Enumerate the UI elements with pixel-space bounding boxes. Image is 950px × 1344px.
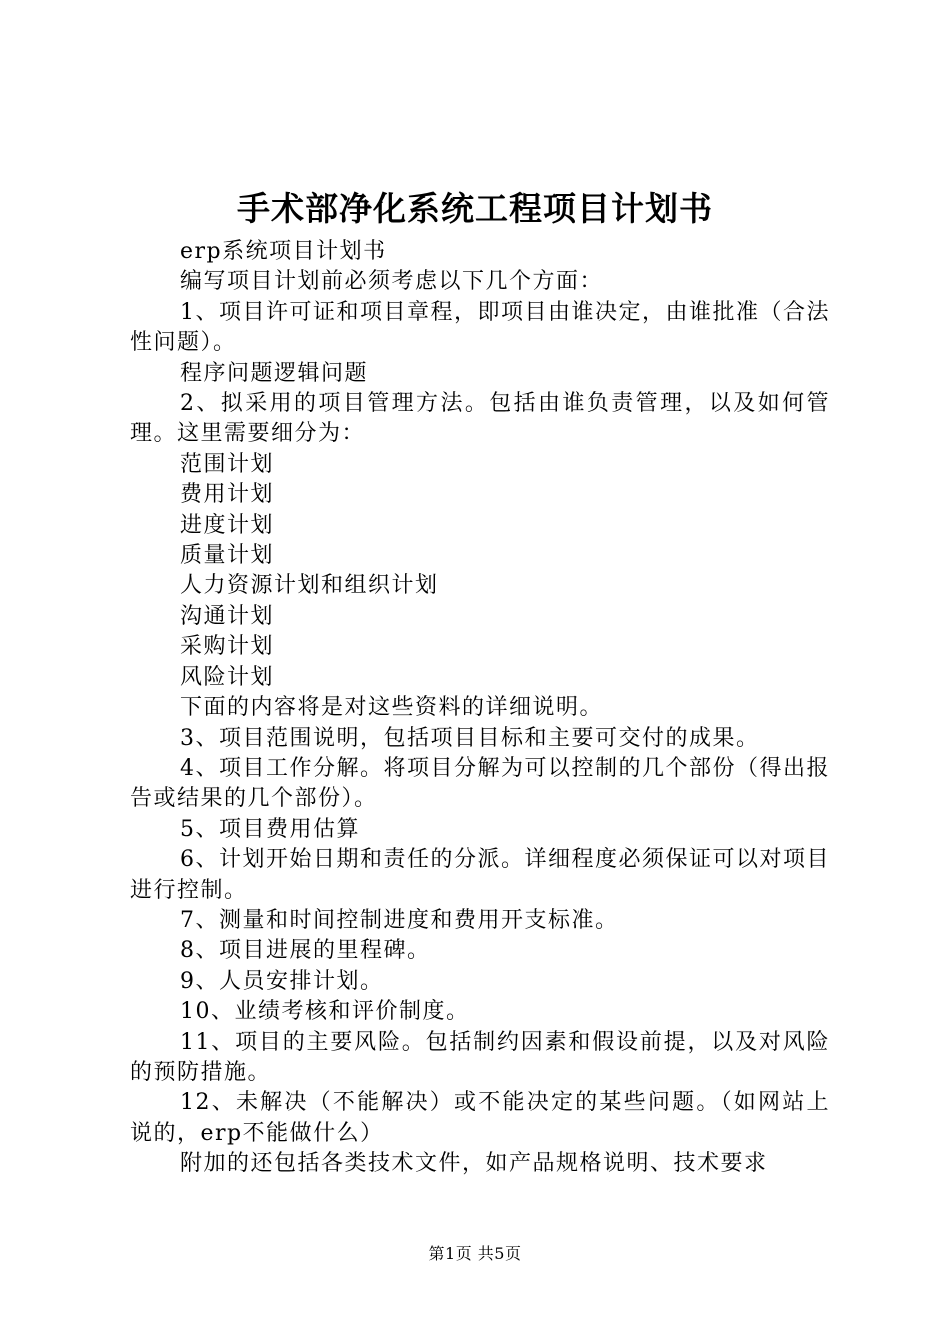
page-footer: 第1页 共5页	[428, 1244, 522, 1263]
paragraph: 7、测量和时间控制进度和费用开支标准。	[180, 907, 619, 933]
paragraph: 1、项目许可证和项目章程，即项目由谁决定，由谁批准（合法性问题）。	[130, 299, 830, 356]
paragraph: 8、项目进展的里程碑。	[180, 938, 431, 964]
paragraph: 下面的内容将是对这些资料的详细说明。	[180, 695, 604, 721]
paragraph: 4、项目工作分解。将项目分解为可以控制的几个部份（得出报告或结果的几个部份）。	[130, 755, 830, 812]
paragraph: erp系统项目计划书	[180, 239, 387, 264]
paragraph: 11、项目的主要风险。包括制约因素和假设前提，以及对风险的预防措施。	[130, 1029, 830, 1085]
paragraph: 编写项目计划前必须考虑以下几个方面：	[180, 269, 604, 295]
paragraph: 5、项目费用估算	[180, 816, 360, 842]
document-body	[130, 237, 830, 1180]
paragraph: 10、业绩考核和评价制度。	[180, 999, 470, 1025]
list-item: 人力资源计划和组织计划	[180, 573, 439, 599]
paragraph: 2、拟采用的项目管理方法。包括由谁负责管理，以及如何管理。这里需要细分为：	[130, 391, 830, 447]
list-item: 沟通计划	[180, 603, 275, 629]
list-item: 范围计划	[180, 451, 275, 477]
paragraph: 程序问题逻辑问题	[180, 360, 369, 386]
list-item: 风险计划	[180, 664, 275, 690]
document-title: 手术部净化系统工程项目计划书	[237, 189, 713, 228]
paragraph: 3、项目范围说明，包括项目目标和主要可交付的成果。	[180, 725, 760, 751]
list-item: 采购计划	[180, 634, 275, 660]
paragraph: 12、未解决（不能解决）或不能决定的某些问题。（如网站上说的，erp不能做什么）	[130, 1090, 830, 1146]
list-item: 质量计划	[180, 543, 275, 569]
paragraph: 附加的还包括各类技术文件，如产品规格说明、技术要求	[180, 1151, 768, 1177]
list-item: 进度计划	[180, 512, 275, 538]
paragraph: 9、人员安排计划。	[180, 968, 384, 994]
paragraph: 6、计划开始日期和责任的分派。详细程度必须保证可以对项目进行控制。	[130, 847, 830, 903]
list-item: 费用计划	[180, 482, 275, 508]
